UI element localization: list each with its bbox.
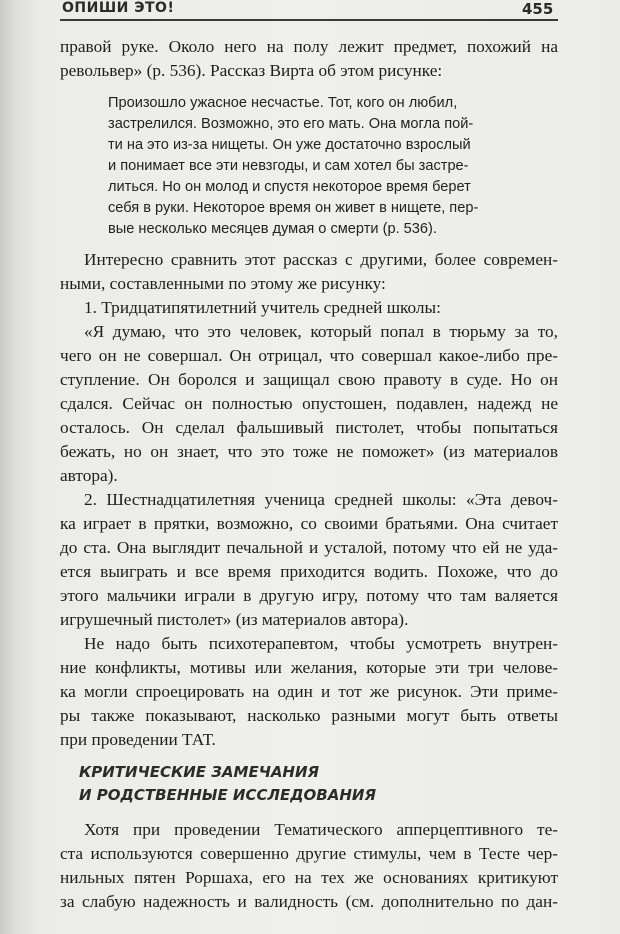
quote-line: и понимает все эти невзгоды, и сам хотел бы застре- — [108, 158, 469, 174]
text-line: револьвер» (р. 536). Рассказ Вирта об этом рисунке: — [60, 61, 443, 80]
text-line: Интересно сравнить этот рассказ с другими, более современ- — [84, 250, 558, 269]
text-line: бежать, но он знает, что это тоже не поможет» (из материалов — [60, 442, 558, 461]
text-line: чего он не совершал. Он отрицал, что совершал какое-либо пре- — [60, 346, 558, 365]
quote-line: Произошло ужасное несчастье. Тот, кого он любил, — [108, 95, 458, 111]
text-line: до ста. Она выглядит печальной и усталой, потому что ей не уда- — [60, 538, 558, 557]
header-rule — [60, 19, 558, 21]
text-line: правой руке. Около него на полу лежит предмет, похожий на — [60, 37, 558, 56]
quote-line: вые несколько месяцев думая о смерти (р. 536). — [108, 221, 437, 237]
quote-line: литься. Но он молод и спустя некоторое время берет — [108, 179, 471, 195]
page-number: 455 — [522, 0, 554, 18]
text-line: «Я думаю, что это человек, который попал в тюрьму за то, — [84, 322, 558, 341]
section-heading: И РОДСТВЕННЫЕ ИССЛЕДОВАНИЯ — [79, 786, 377, 804]
text-line: игрушечный пистолет» (из материалов автора). — [60, 610, 409, 629]
quote-line: себя в руки. Некоторое время он живет в нищете, пер- — [108, 200, 479, 216]
section-heading: КРИТИЧЕСКИЕ ЗАМЕЧАНИЯ — [79, 763, 320, 781]
text-line: нильных пятен Роршаха, его на тех же основаниях критикуют — [60, 868, 558, 887]
text-line: ступление. Он боролся и защищал свою правоту в суде. Но он — [60, 370, 558, 389]
quote-line: ти на это из-за нищеты. Он уже достаточно взрослый — [108, 137, 471, 153]
text-line: ста используются совершенно другие стимулы, чем в Тесте чер- — [60, 844, 558, 863]
text-line: ры также показывают, насколько разными могут быть ответы — [60, 706, 558, 725]
text-line: ка играет в прятки, возможно, со своими братьями. Она считает — [60, 514, 558, 533]
text-line: 2. Шестнадцатилетняя ученица средней школы: «Эта девоч- — [84, 490, 558, 509]
text-line: ными, составленными по этому же рисунку: — [60, 274, 386, 293]
text-line: сдался. Сейчас он полностью опустошен, подавлен, надежд не — [60, 394, 558, 413]
text-line: этого мальчики играли в другую игру, потому что там валяется — [60, 586, 558, 605]
text-line: Хотя при проведении Тематического апперцептивного те- — [84, 820, 558, 839]
quote-line: застрелился. Возможно, это его мать. Она могла пой- — [108, 116, 474, 132]
text-line: Не надо быть психотерапевтом, чтобы усмотреть внутрен- — [84, 634, 558, 653]
running-head: ОПИШИ ЭТО! — [62, 0, 175, 16]
text-line: при проведении ТАТ. — [60, 730, 216, 749]
text-line: 1. Тридцатипятилетний учитель средней школы: — [84, 298, 441, 317]
text-line: ка могли спроецировать на один и тот же рисунок. Эти приме- — [60, 682, 558, 701]
text-line: за слабую надежность и валидность (см. дополнительно по дан- — [60, 892, 558, 911]
text-line: осталось. Он сделал фальшивый пистолет, чтобы попытаться — [60, 418, 558, 437]
text-line: ется выиграть и все время приходится водить. Похоже, что до — [60, 562, 558, 581]
text-line: автора). — [60, 466, 118, 485]
text-line: ние конфликты, мотивы или желания, которые эти три челове- — [60, 658, 558, 677]
